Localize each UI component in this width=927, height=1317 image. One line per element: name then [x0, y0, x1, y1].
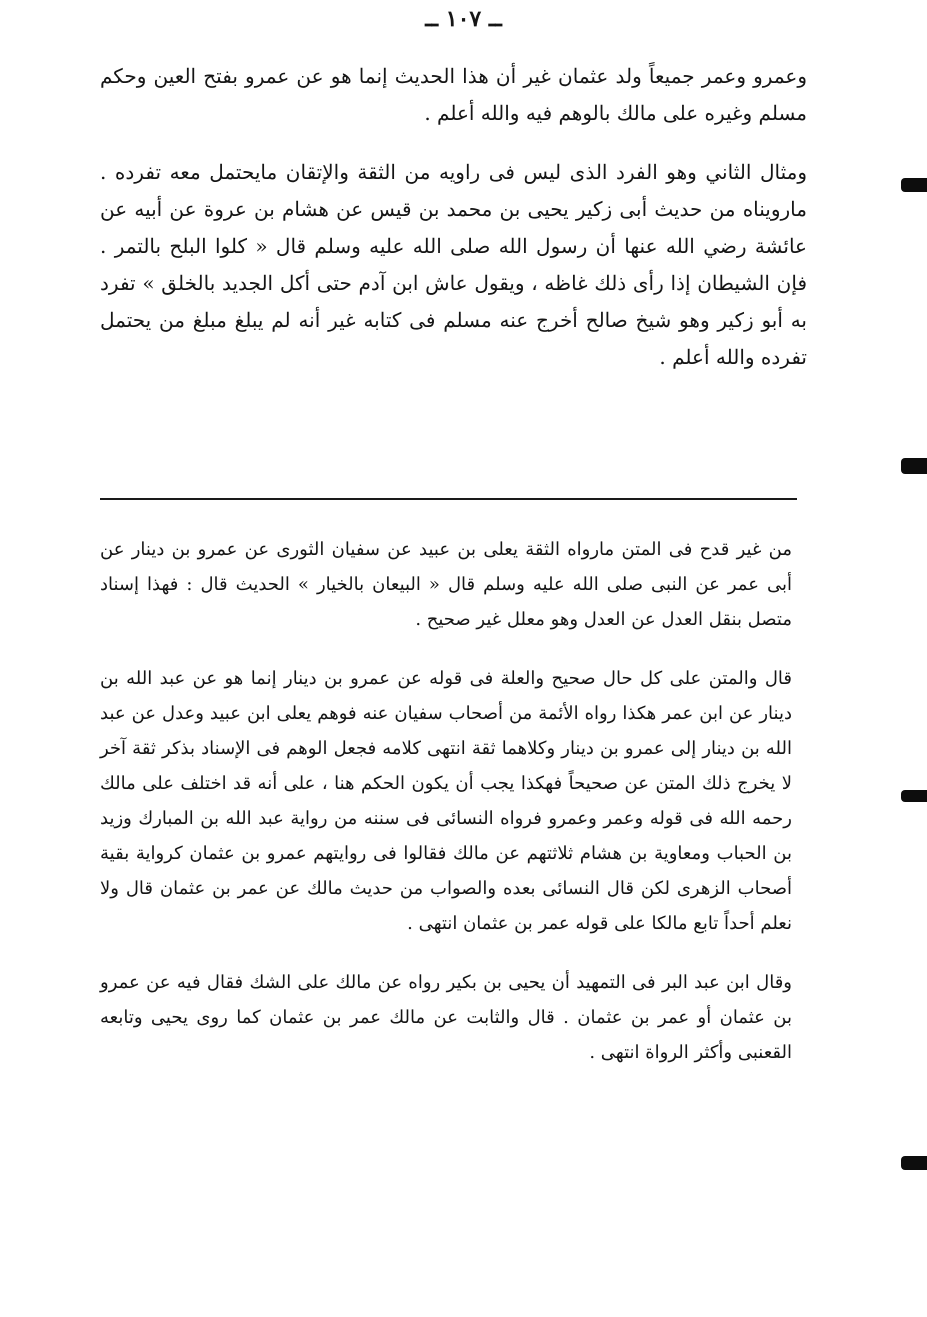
binding-mark	[901, 458, 927, 474]
footnote-divider	[100, 498, 797, 500]
page-number: ــ ١٠٧ ــ	[425, 6, 502, 32]
main-paragraph: ومثال الثاني وهو الفرد الذى ليس فى راويه من الثقة والإتقان مايحتمل معه تفرده . مارويناه من حديث أبى زكير يحيى بن محمد بن قيس عن هشام بن عروة عن أبيه عن عائشة رضي الله عنها أن رسول الله صلى الله عليه وسلم قال « كلوا البلح بالتمر . فإن الشيطان إذا رأى ذلك غاظه ، ويقول عاش ابن آدم حتى أكل الجديد بالخلق » تفرد به أبو زكير وهو شيخ صالح أخرج عنه مسلم فى كتابه غير أنه لم يبلغ مبلغ من يحتمل تفرده والله أعلم .	[100, 160, 808, 369]
main-paragraph: وعمرو وعمر جميعاً ولد عثمان غير أن هذا الحديث إنما هو عن عمرو بفتح العين وحكم مسلم وغيره على مالك بالوهم فيه والله أعلم .	[100, 64, 807, 125]
footnotes	[100, 532, 792, 1070]
footnote-paragraph: قال والمتن على كل حال صحيح والعلة فى قوله عن عمرو بن دينار إنما هو عن عبد الله بن دينار عن ابن عمر هكذا رواه الأئمة من أصحاب سفيان عنه فوهم يعلى ابن عبيد وعدل عن عبد الله بن دينار إلى عمرو بن دينار وكلاهما ثقة انتهى كلامه فجعل الوهم فى الإسناد بذكر ثقة آخر لا يخرج ذلك المتن عن صحيحاً فهكذا يجب أن يكون الحكم هنا ، على أنه قد اختلف على مالك رحمه الله فى قوله وعمر وعمرو فرواه النسائى فى سننه من رواية عبد الله بن المبارك وزيد بن الحباب ومعاوية بن هشام ثلاثتهم عن مالك فقالوا فى روايتهم عمرو بن عثمان كرواية بقية أصحاب الزهرى لكن قال النسائى بعده والصواب من حديث مالك عن عمر بن عثمان قال ولا نعلم أحداً تابع مالكا على قوله عمر بن عثمان انتهى .	[100, 668, 792, 934]
main-text	[100, 58, 807, 376]
binding-mark	[901, 790, 927, 802]
footnote-paragraph: من غير قدح فى المتن مارواه الثقة يعلى بن عبيد عن سفيان الثورى عن عمرو بن دينار عن أبى عمر عن النبى صلى الله عليه وسلم قال « البيعان بالخيار » الحديث قال : فهذا إسناد متصل بنقل العدل عن العدل وهو معلل غير صحيح .	[100, 539, 792, 630]
binding-mark	[901, 178, 927, 192]
binding-mark	[901, 1156, 927, 1170]
footnote-paragraph: وقال ابن عبد البر فى التمهيد أن يحيى بن بكير رواه عن مالك على الشك فقال فيه عن عمرو بن عثمان أو عمر بن عثمان . قال والثابت عن مالك عمر بن عثمان كما روى يحيى وتابعه القعنبى وأكثر الرواة انتهى .	[100, 972, 792, 1063]
